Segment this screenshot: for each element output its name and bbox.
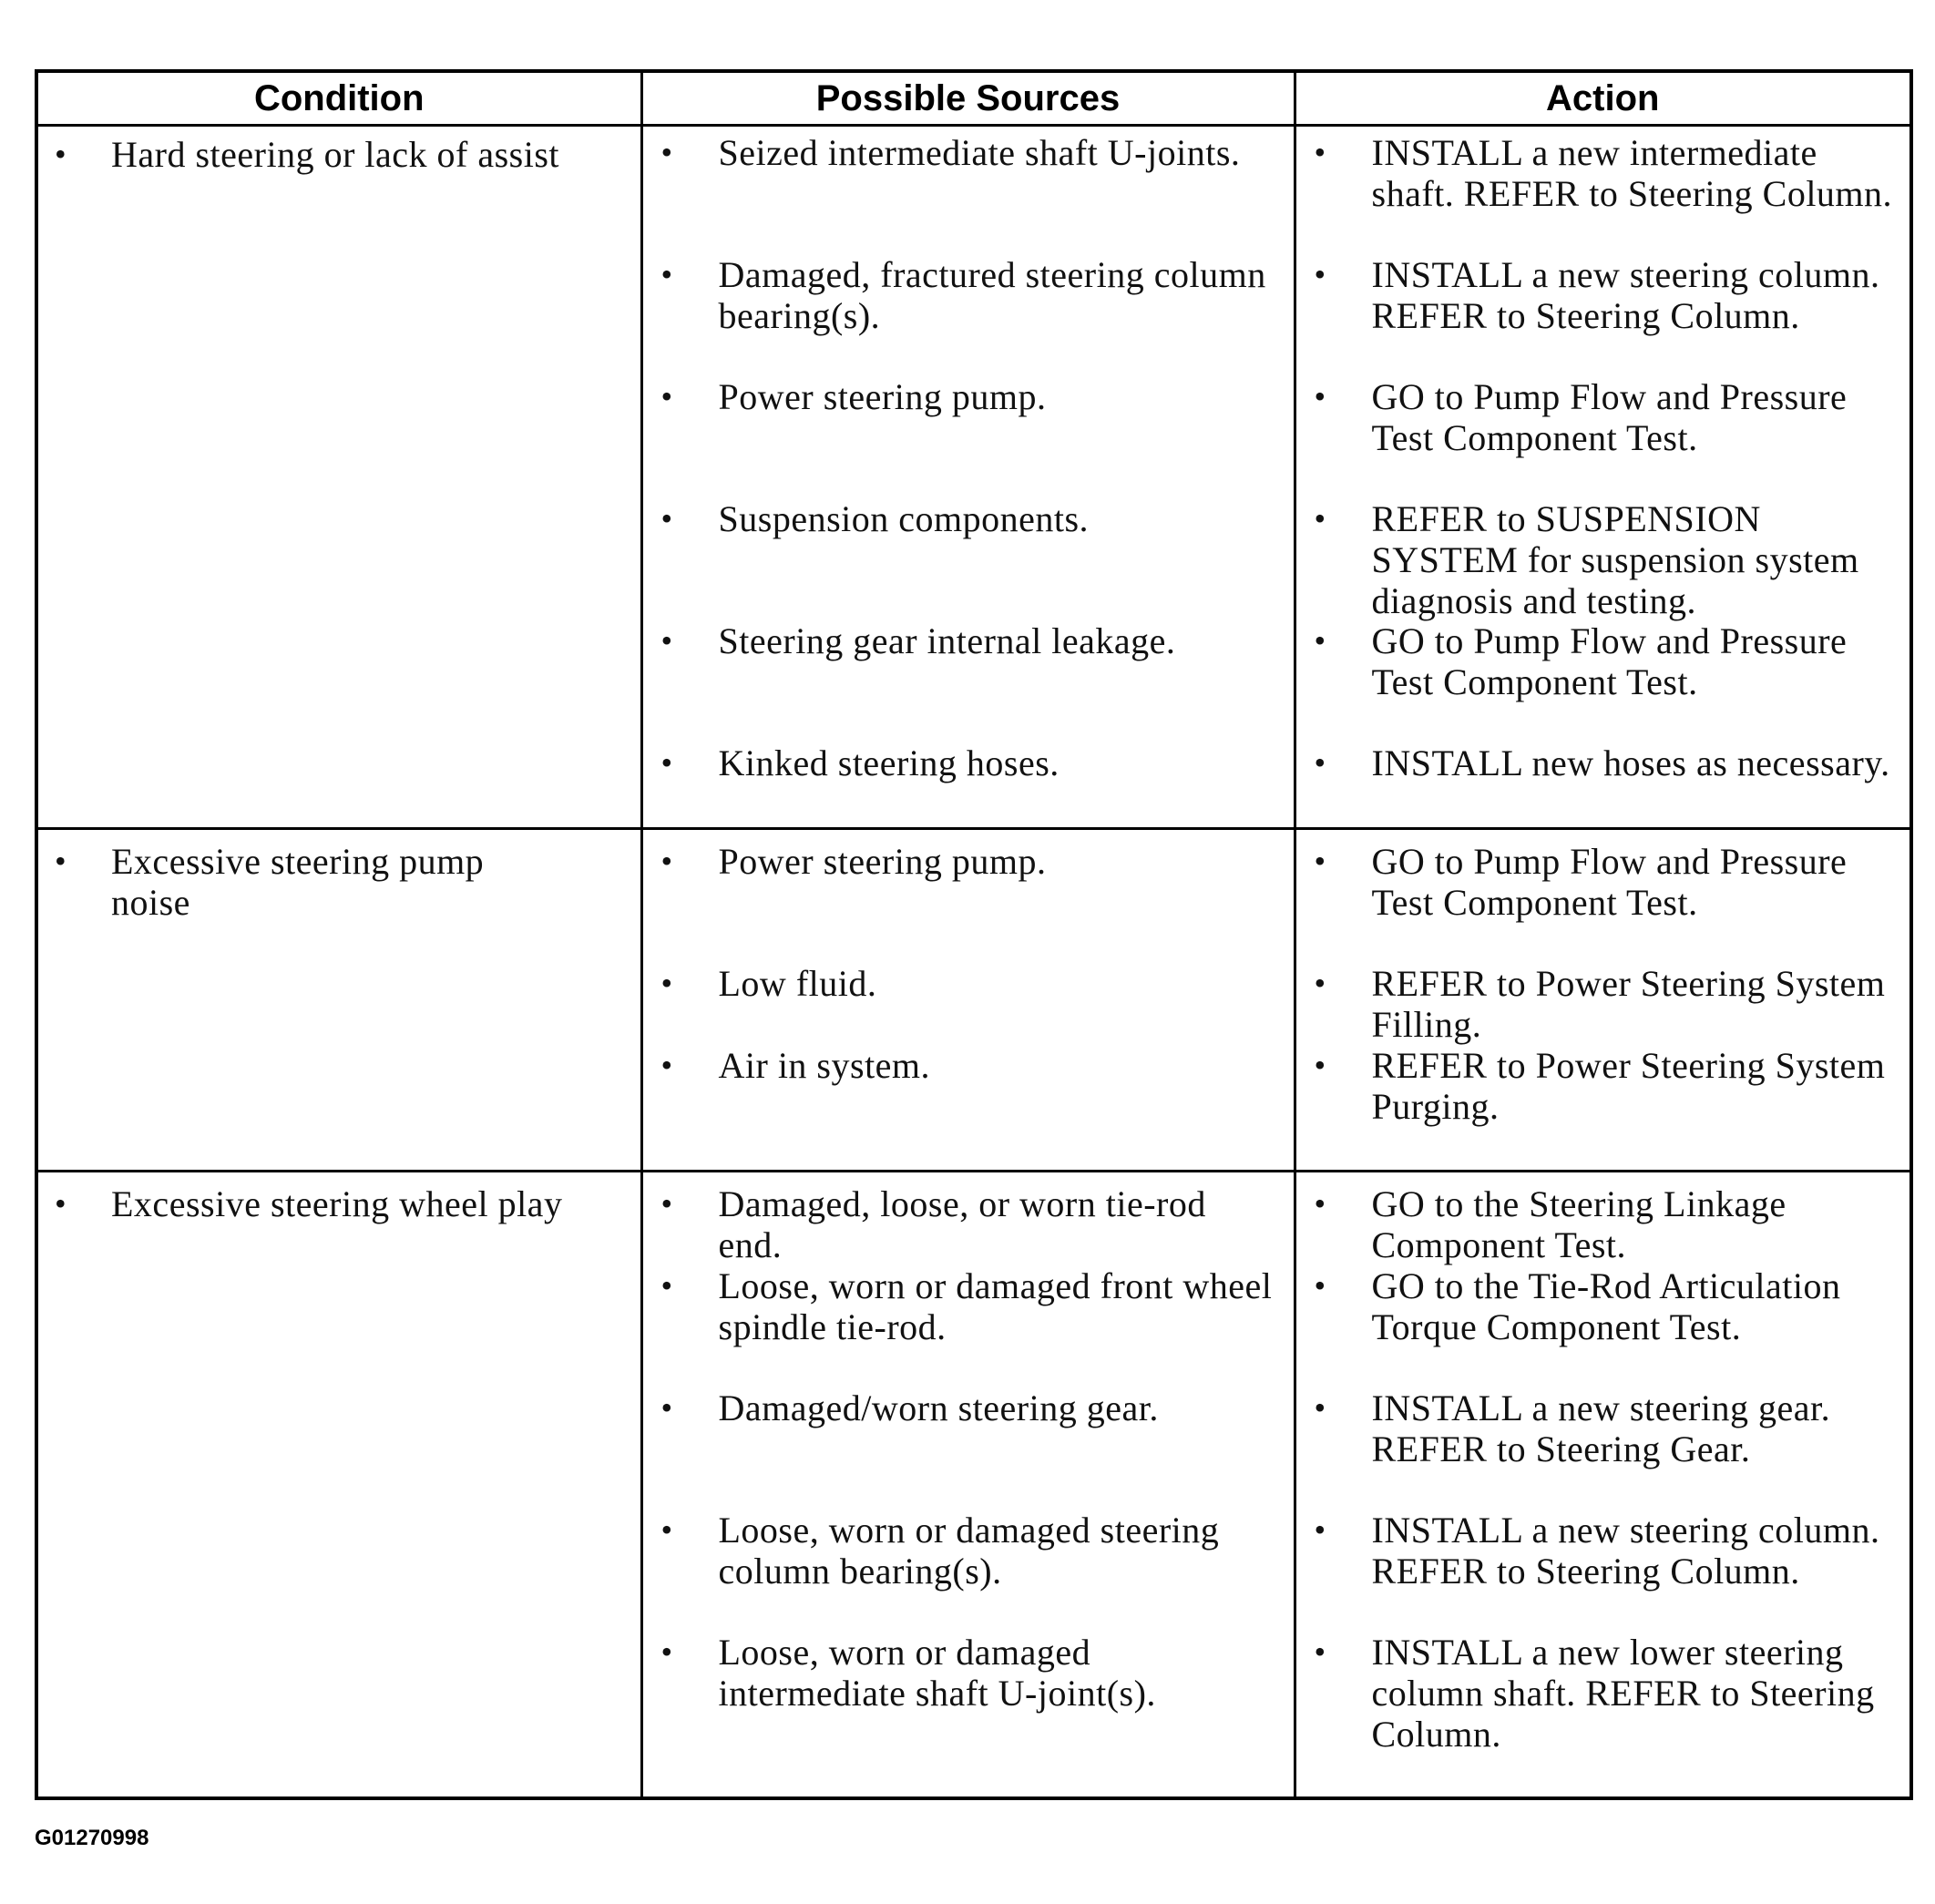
header-condition: Condition	[36, 71, 641, 126]
source-item: • Kinked steering hoses.	[660, 742, 1060, 783]
condition-text: Hard steering or lack of assist	[111, 134, 560, 175]
bullet-icon: •	[55, 136, 67, 172]
bullet-icon: •	[660, 500, 673, 537]
source-item: • Suspension components.	[660, 498, 1090, 539]
bullet-icon: •	[1314, 1633, 1326, 1670]
bullet-icon: •	[55, 1185, 67, 1222]
table-row	[36, 126, 1911, 829]
bullet-icon: •	[660, 1511, 673, 1548]
header-action: Action	[1295, 71, 1911, 126]
source-item: • Damaged/worn steering gear.	[660, 1387, 1159, 1428]
action-item: • INSTALL a new intermediate shaft. REFER to Steering Column.	[1314, 132, 1893, 214]
action-item: • GO to Pump Flow and Pressure Test Component Test.	[1314, 841, 1848, 923]
bullet-icon: •	[660, 134, 673, 170]
source-item: • Steering gear internal leakage.	[660, 620, 1176, 661]
header-row	[36, 71, 1911, 126]
bullet-icon: •	[55, 843, 67, 879]
bullet-icon: •	[1314, 1511, 1326, 1548]
bullet-icon: •	[1314, 622, 1326, 659]
source-item: • Loose, worn or damaged steering column bearing(s).	[660, 1510, 1220, 1592]
source-item: • Loose, worn or damaged front wheel spindle tie-rod.	[660, 1265, 1273, 1347]
bullet-icon: •	[660, 744, 673, 781]
actions-cell	[1295, 1172, 1911, 1798]
action-item: • INSTALL a new steering gear. REFER to Steering Gear.	[1314, 1387, 1831, 1469]
source-item: • Seized intermediate shaft U-joints.	[660, 132, 1241, 173]
condition-item	[38, 1183, 640, 1224]
table-row	[36, 1172, 1911, 1798]
actions-cell	[1295, 126, 1911, 829]
condition-cell	[36, 1172, 641, 1798]
bullet-icon: •	[660, 1633, 673, 1670]
sources-cell	[641, 126, 1295, 829]
sources-cell	[641, 1172, 1295, 1798]
bullet-icon: •	[1314, 500, 1326, 537]
action-item: • GO to the Steering Linkage Component Test.	[1314, 1183, 1787, 1265]
action-item: • INSTALL a new steering column. REFER to Steering Column.	[1314, 1510, 1880, 1592]
bullet-icon: •	[660, 1185, 673, 1222]
action-item: • INSTALL a new steering column. REFER to Steering Column.	[1314, 254, 1880, 336]
bullet-icon: •	[660, 1267, 673, 1304]
bullet-icon: •	[1314, 843, 1326, 879]
action-item: • REFER to Power Steering System Filling.	[1314, 963, 1886, 1045]
bullet-icon: •	[660, 843, 673, 879]
bullet-icon: •	[1314, 1389, 1326, 1426]
condition-text: Excessive steering wheel play	[111, 1183, 563, 1224]
figure-code: G01270998	[35, 1826, 149, 1850]
action-item: • REFER to Power Steering System Purging.	[1314, 1045, 1886, 1127]
condition-item	[38, 134, 640, 175]
table-row	[36, 829, 1911, 1172]
bullet-icon: •	[660, 622, 673, 659]
source-item: • Air in system.	[660, 1045, 931, 1086]
bullet-icon: •	[1314, 1047, 1326, 1083]
bullet-icon: •	[1314, 256, 1326, 292]
action-item: • GO to Pump Flow and Pressure Test Component Test.	[1314, 620, 1848, 702]
action-item: • GO to Pump Flow and Pressure Test Component Test.	[1314, 376, 1848, 458]
bullet-icon: •	[1314, 378, 1326, 415]
actions-cell	[1295, 829, 1911, 1172]
bullet-icon: •	[660, 965, 673, 1001]
bullet-icon: •	[660, 256, 673, 292]
action-item: • REFER to SUSPENSION SYSTEM for suspension system diagnosis and testing.	[1314, 498, 1859, 621]
header-possible-sources: Possible Sources	[641, 71, 1295, 126]
source-item: • Power steering pump.	[660, 376, 1047, 417]
source-item: • Power steering pump.	[660, 841, 1047, 882]
action-item: • INSTALL new hoses as necessary.	[1314, 742, 1890, 783]
bullet-icon: •	[1314, 744, 1326, 781]
bullet-icon: •	[660, 1047, 673, 1083]
bullet-icon: •	[660, 1389, 673, 1426]
bullet-icon: •	[1314, 1267, 1326, 1304]
condition-cell	[36, 126, 641, 829]
bullet-icon: •	[1314, 1185, 1326, 1222]
source-item: • Damaged, loose, or worn tie-rod end.	[660, 1183, 1206, 1265]
sources-cell	[641, 829, 1295, 1172]
source-item: • Damaged, fractured steering column bearing(s).	[660, 254, 1266, 336]
source-item: • Loose, worn or damaged intermediate shaft U-joint(s).	[660, 1632, 1156, 1714]
condition-item	[38, 841, 640, 923]
bullet-icon: •	[660, 378, 673, 415]
condition-cell	[36, 829, 641, 1172]
condition-text: Excessive steering pump noise	[111, 841, 485, 923]
diagnosis-table	[35, 69, 1913, 1800]
source-item: • Low fluid.	[660, 963, 877, 1004]
action-item: • INSTALL a new lower steering column shaft. REFER to Steering Column.	[1314, 1632, 1875, 1755]
bullet-icon: •	[1314, 134, 1326, 170]
action-item: • GO to the Tie-Rod Articulation Torque Component Test.	[1314, 1265, 1841, 1347]
bullet-icon: •	[1314, 965, 1326, 1001]
